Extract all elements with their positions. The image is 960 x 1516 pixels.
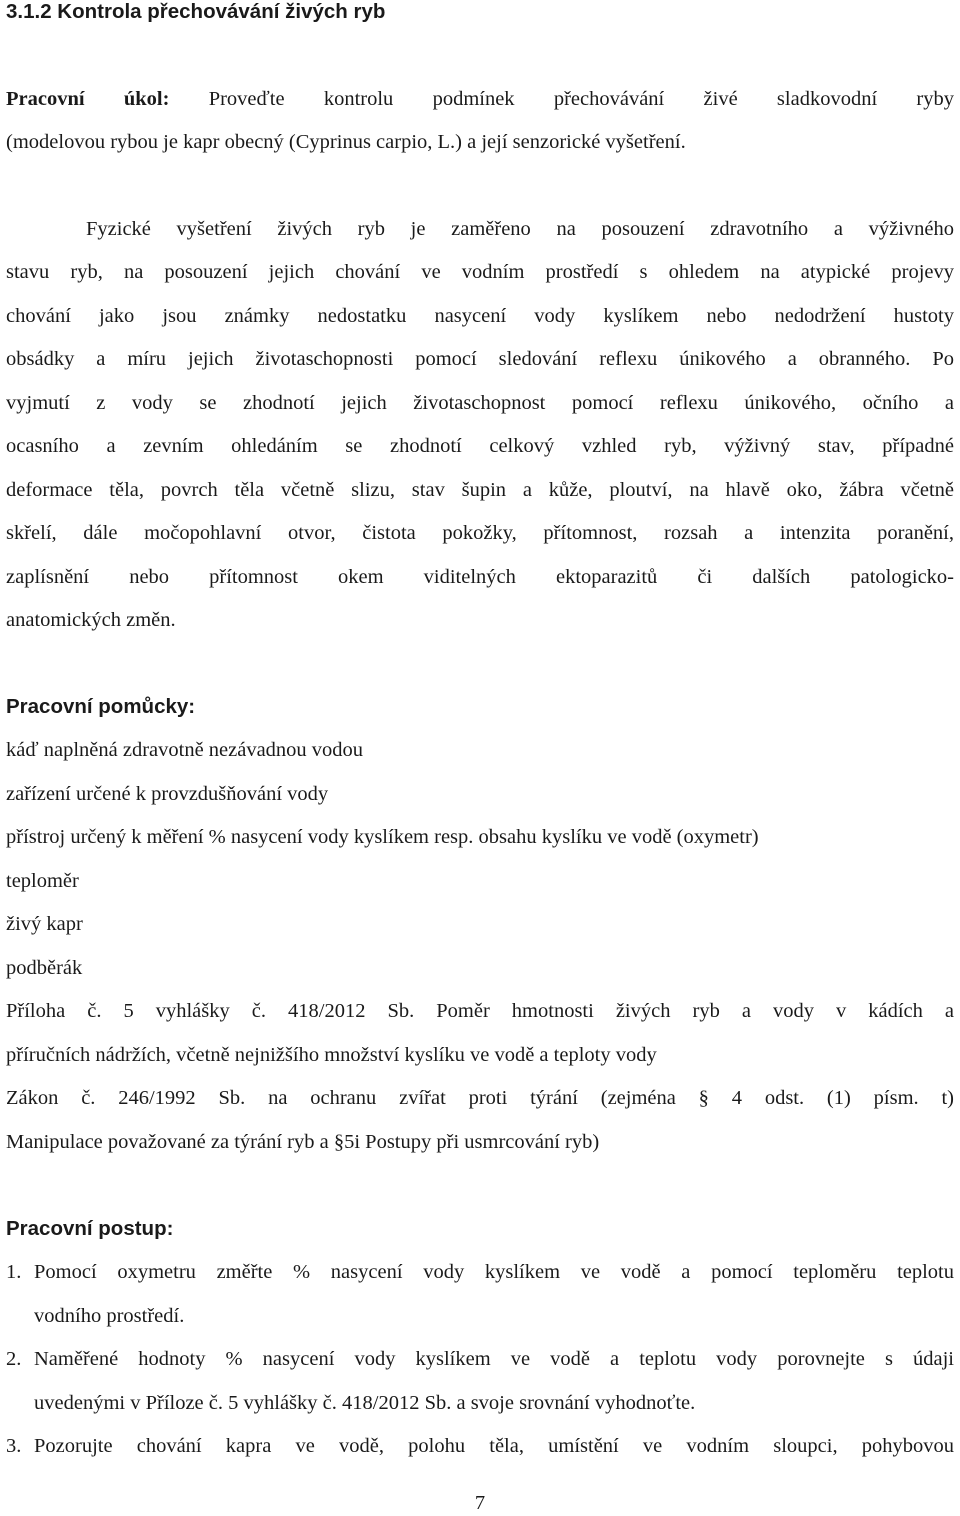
task-label: Pracovní úkol: — [6, 88, 170, 110]
step-number: 3. — [6, 1435, 22, 1457]
step-number: 1. — [6, 1261, 22, 1283]
section-heading: 3.1.2 Kontrola přechovávání živých ryb — [6, 0, 386, 23]
tools-ref: Zákon č. 246/1992 Sb. na ochranu zvířat proti týrání (zejména § 4 odst. (1) písm. t) — [6, 1087, 954, 1109]
step-number: 2. — [6, 1348, 22, 1370]
body-line: anatomických změn. — [6, 609, 176, 631]
step-line: uvedenými v Příloze č. 5 vyhlášky č. 418/2012 Sb. a svoje srovnání vyhodnoťte. — [34, 1392, 696, 1414]
step-line: Pozorujte chování kapra ve vodě, polohu těla, umístění ve vodním sloupci, pohybovou — [34, 1435, 954, 1457]
tools-ref: Manipulace považované za týrání ryb a §5i Postupy při usmrcování ryb) — [6, 1131, 600, 1153]
tools-item: přístroj určený k měření % nasycení vody kyslíkem resp. obsahu kyslíku ve vodě (oxymetr) — [6, 826, 759, 848]
tools-item: teploměr — [6, 870, 79, 892]
body-line: obsádky a míru jejich životaschopnosti pomocí sledování reflexu únikového a obranného. Po — [6, 348, 954, 370]
step-line: Pomocí oxymetru změřte % nasycení vody kyslíkem ve vodě a pomocí teploměru teplotu — [34, 1261, 954, 1283]
body-line: chování jako jsou známky nedostatku nasycení vody kyslíkem nebo nedodržení hustoty — [6, 305, 954, 327]
page-number: 7 — [474, 1492, 486, 1514]
step-line: vodního prostředí. — [34, 1305, 185, 1327]
body-line: skřelí, dále močopohlavní otvor, čistota pokožky, přítomnost, rozsah a intenzita poranění, — [6, 522, 954, 544]
tools-item: káď naplněná zdravotně nezávadnou vodou — [6, 739, 364, 761]
tools-item: podběrák — [6, 957, 83, 979]
body-line: zaplísnění nebo přítomnost okem viditelných ektoparazitů či dalších patologicko- — [6, 566, 954, 588]
body-line: stavu ryb, na posouzení jejich chování ve vodním prostředí s ohledem na atypické projevy — [6, 261, 954, 283]
procedure-heading: Pracovní postup: — [6, 1217, 174, 1240]
body-line: Fyzické vyšetření živých ryb je zaměřeno na posouzení zdravotního a výživného — [86, 218, 954, 240]
step-line: Naměřené hodnoty % nasycení vody kyslíkem ve vodě a teplotu vody porovnejte s údaji — [34, 1348, 954, 1370]
tools-ref: příručních nádržích, včetně nejnižšího množství kyslíku ve vodě a teploty vody — [6, 1044, 657, 1066]
task-line-1 — [6, 86, 954, 112]
body-line: vyjmutí z vody se zhodnotí jejich životaschopnost pomocí reflexu únikového, očního a — [6, 392, 954, 414]
task-text: Proveďte kontrolu podmínek přechovávání živé sladkovodní ryby — [169, 88, 954, 110]
tools-heading: Pracovní pomůcky: — [6, 695, 196, 718]
body-line: ocasního a zevním ohledáním se zhodnotí celkový vzhled ryb, výživný stav, případné — [6, 435, 954, 457]
tools-item: zařízení určené k provzdušňování vody — [6, 783, 329, 805]
tools-ref: Příloha č. 5 vyhlášky č. 418/2012 Sb. Poměr hmotnosti živých ryb a vody v kádích a — [6, 1000, 954, 1022]
task-line-2: (modelovou rybou je kapr obecný (Cyprinus carpio, L.) a její senzorické vyšetření. — [6, 131, 686, 153]
body-line: deformace těla, povrch těla včetně slizu, stav šupin a kůže, ploutví, na hlavě oko, žábra včetně — [6, 479, 954, 501]
tools-item: živý kapr — [6, 913, 83, 935]
